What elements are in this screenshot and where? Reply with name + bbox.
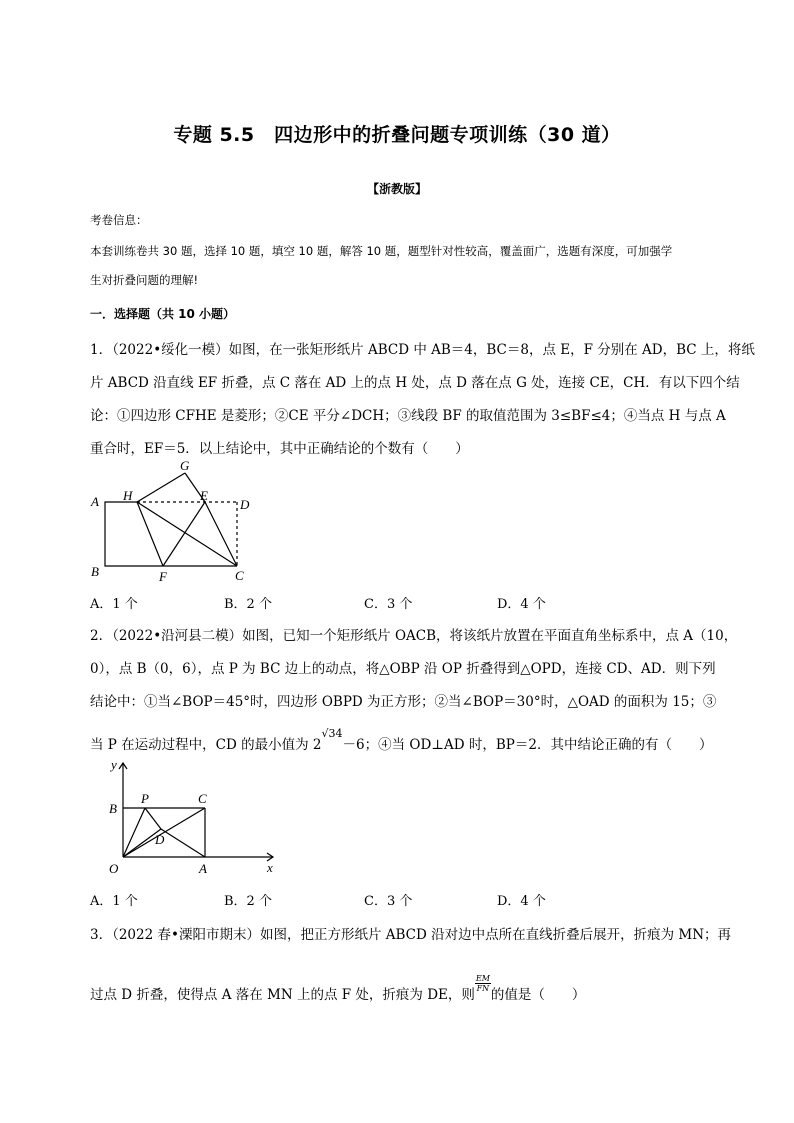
q1-line-hf bbox=[137, 502, 163, 566]
q1-label-a: A bbox=[91, 494, 99, 509]
q1-rect-edges bbox=[105, 502, 237, 566]
q2-line-4-pre: 当 P 在运动过程中，CD 的最小值为 2 bbox=[90, 737, 322, 753]
q1-line-4: 重合时，EF＝5．以上结论中，其中正确结论的个数有（ ） bbox=[90, 441, 469, 457]
q1-option-b: B．2 个 bbox=[224, 597, 272, 612]
edition-label: 【浙教版】 bbox=[366, 182, 427, 196]
q2-label-b: B bbox=[109, 801, 117, 816]
q1-line-2: 片 ABCD 沿直线 EF 折叠，点 C 落在 AD 上的点 H 处，点 D 落在点 G 处，连接 CE，CH．有以下四个结 bbox=[90, 375, 740, 391]
q2-option-d: D．4 个 bbox=[497, 894, 546, 909]
q1-label-h: H bbox=[123, 488, 133, 503]
q2-label-c: C bbox=[198, 791, 207, 806]
q2-line-pd bbox=[145, 808, 161, 829]
q1-line-fe bbox=[163, 502, 205, 566]
q1-label-c: C bbox=[235, 568, 244, 583]
q1-line-1: 1．（2022•绥化一模）如图，在一张矩形纸片 ABCD 中 AB＝4，BC＝8，点 E，F 分别在 AD，BC 上，将纸 bbox=[90, 342, 755, 358]
q3-fraction bbox=[475, 974, 491, 993]
q1-label-e: E bbox=[200, 488, 208, 503]
q2-option-b: B．2 个 bbox=[224, 894, 272, 909]
q1-label-d: D bbox=[240, 497, 250, 512]
q1-option-a: A．1 个 bbox=[90, 597, 138, 612]
q2-line-op bbox=[123, 808, 145, 857]
q3-frac-numerator: EM bbox=[475, 974, 490, 983]
q2-line-4-post: －6；④当 OD⊥AD 时，BP＝2．其中结论正确的有（ ） bbox=[342, 737, 713, 753]
q2-line-4 bbox=[90, 727, 713, 753]
q1-label-g: G bbox=[180, 458, 190, 473]
section-heading: 一．选择题（共 10 小题） bbox=[90, 307, 236, 321]
q1-line-hg bbox=[137, 473, 185, 502]
q2-label-a: A bbox=[199, 861, 207, 876]
q1-option-d: D．4 个 bbox=[497, 597, 546, 612]
q2-figure bbox=[95, 755, 285, 885]
q2-label-d: D bbox=[155, 832, 165, 847]
q2-line-1: 2．（2022•沿河县二模）如图，已知一个矩形纸片 OACB，将该纸片放置在平面直角坐标系中，点 A（10， bbox=[90, 628, 738, 644]
q3-frac-denominator: FN bbox=[476, 984, 490, 993]
q2-label-p: P bbox=[141, 791, 149, 806]
q3-line-1: 3．（2022 春•溧阳市期末）如图，把正方形纸片 ABCD 沿对边中点所在直线折叠后展开，折痕为 MN；再 bbox=[90, 927, 732, 943]
q1-line-hc bbox=[137, 502, 237, 566]
q2-label-y: y bbox=[111, 757, 117, 772]
q1-label-f: F bbox=[159, 569, 167, 584]
info-heading: 考卷信息： bbox=[90, 213, 148, 227]
q2-label-o: O bbox=[109, 861, 119, 876]
info-line-2: 生对折叠问题的理解! bbox=[90, 273, 199, 287]
q1-label-b: B bbox=[91, 564, 99, 579]
page-title: 专题 5.5 四边形中的折叠问题专项训练（30 道） bbox=[173, 124, 621, 146]
q3-line-2-pre: 过点 D 折叠，使得点 A 落在 MN 上的点 F 处，折痕为 DE，则 bbox=[90, 987, 475, 1003]
q2-line-2: 0），点 B（0，6），点 P 为 BC 边上的动点，将△OBP 沿 OP 折叠得到△OPD，连接 CD、AD．则下列 bbox=[90, 661, 716, 677]
q2-label-x: x bbox=[267, 860, 273, 875]
q1-figure bbox=[85, 425, 265, 585]
q3-line-2 bbox=[90, 974, 586, 1003]
q2-sqrt: √34 bbox=[321, 727, 343, 740]
q2-option-a: A．1 个 bbox=[90, 894, 138, 909]
q2-line-3: 结论中：①当∠BOP＝45°时，四边形 OBPD 为正方形；②当∠BOP＝30°时，△OAD 的面积为 15；③ bbox=[90, 694, 717, 710]
info-line-1: 本套训练卷共 30 题，选择 10 题，填空 10 题，解答 10 题，题型针对性较高，覆盖面广，选题有深度，可加强学 bbox=[90, 244, 673, 258]
q2-option-c: C．3 个 bbox=[364, 894, 413, 909]
q2-line-da bbox=[161, 829, 205, 857]
q1-line-3: 论：①四边形 CFHE 是菱形；②CE 平分∠DCH；③线段 BF 的取值范围为 3≤BF≤4；④当点 H 与点 A bbox=[90, 408, 726, 424]
q3-line-2-post: 的值是（ ） bbox=[490, 987, 586, 1003]
q1-option-c: C．3 个 bbox=[364, 597, 413, 612]
